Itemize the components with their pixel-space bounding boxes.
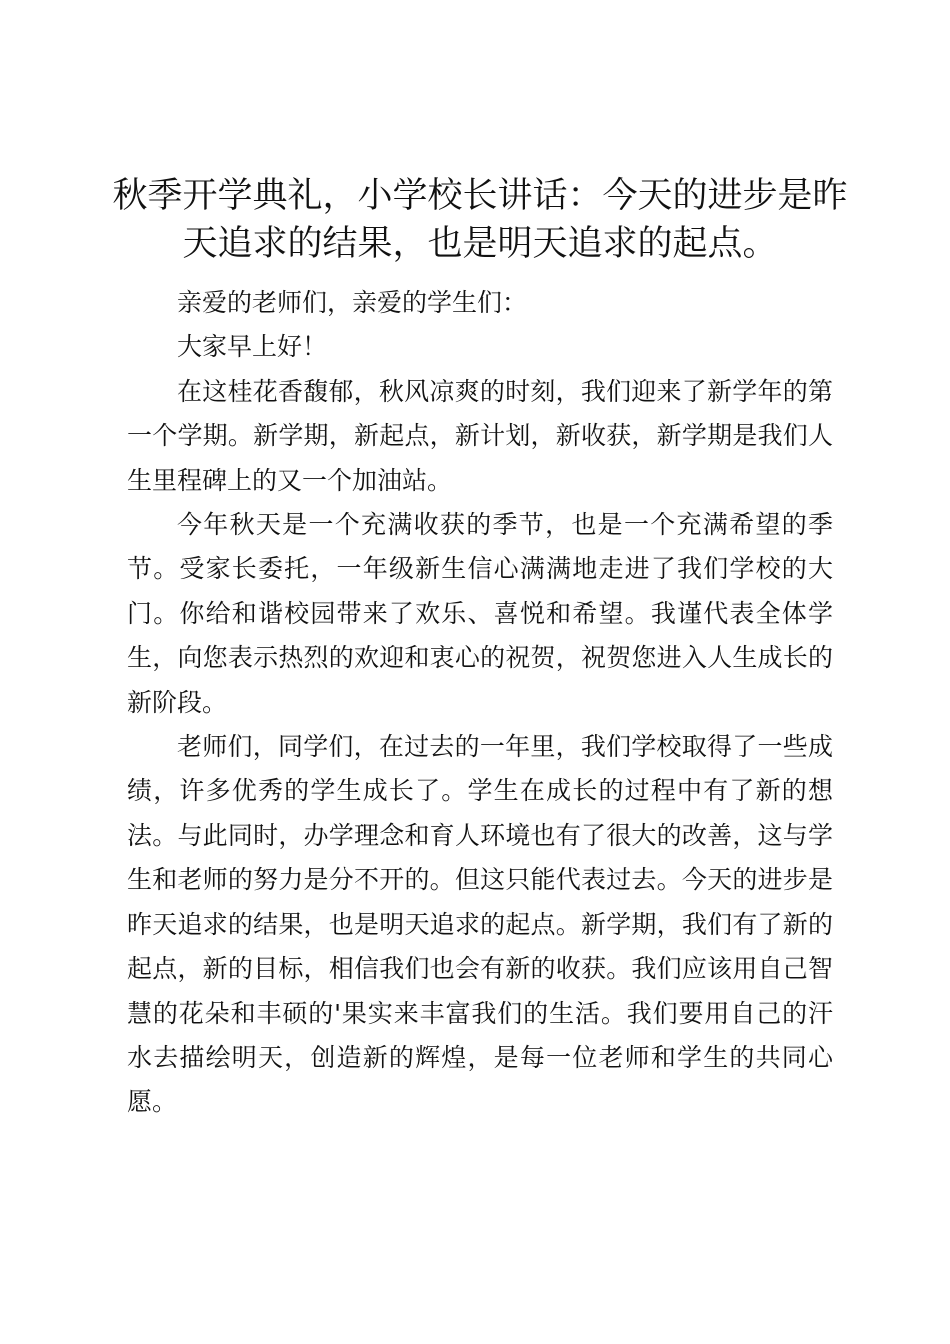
paragraph-salutation: 亲爱的老师们，亲爱的学生们： bbox=[177, 288, 528, 317]
document-title: 秋季开学典礼，小学校长讲话：今天的进步是昨天追求的结果，也是明天追求的起点。 bbox=[112, 176, 848, 264]
paragraph-greeting: 大家早上好！ bbox=[177, 332, 328, 362]
document-body bbox=[127, 281, 833, 1125]
paragraph-welcome-first-grade: 今年秋天是一个充满收获的季节，也是一个充满希望的季节。受家长委托，一年级新生信心满满地走进了我们学校的大门。你给和谐校园带来了欢乐、喜悦和希望。我谨代表全体学生，向您表示热烈的欢迎和衷心的祝贺，祝贺您进入人生成长的新阶段。 bbox=[127, 510, 833, 717]
paragraph-achievements: 老师们，同学们，在过去的一年里，我们学校取得了一些成绩，许多优秀的学生成长了。学生在成长的过程中有了新的想法。与此同时，办学理念和育人环境也有了很大的改善，这与学生和老师的努力是分不开的。但这只能代表过去。今天的进步是昨天追求的结果，也是明天追求的起点。新学期，我们有了新的起点，新的目标，相信我们也会有新的收获。我们应该用自己智慧的花朵和丰硕的'果实来丰富我们的生活。我们要用自己的汗水去描绘明天，创造新的辉煌，是每一位老师和学生的共同心愿。 bbox=[127, 732, 833, 1117]
paragraph-new-semester: 在这桂花香馥郁，秋风凉爽的时刻，我们迎来了新学年的第一个学期。新学期，新起点，新计划，新收获，新学期是我们人生里程碑上的又一个加油站。 bbox=[127, 376, 833, 495]
